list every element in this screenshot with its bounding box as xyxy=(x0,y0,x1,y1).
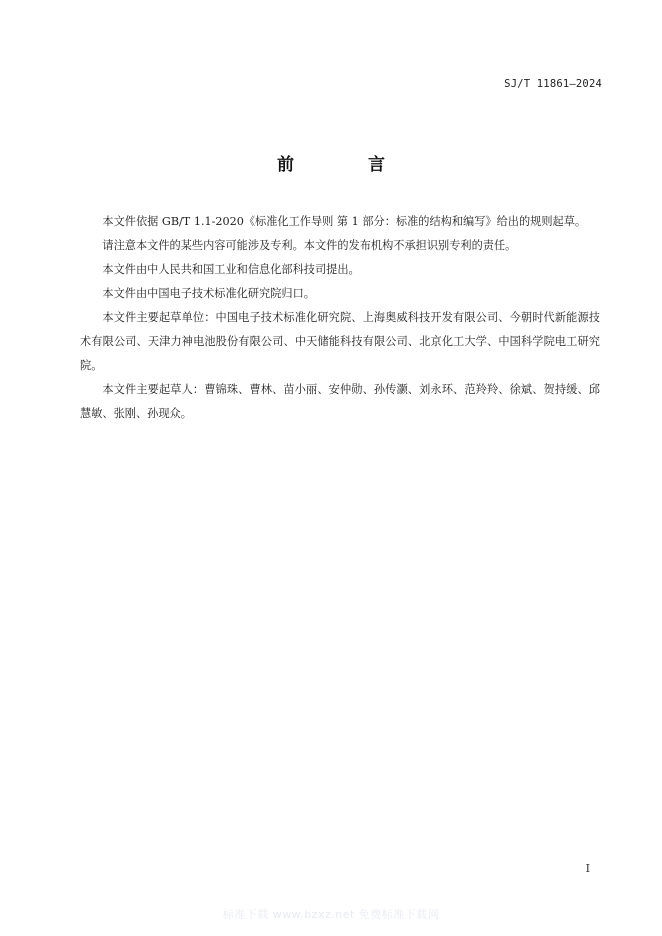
page-number: I xyxy=(585,862,590,875)
paragraph-drafting-organizations: 本文件主要起草单位：中国电子技术标准化研究院、上海奥威科技开发有限公司、今朝时代新能源技术有限公司、天津力神电池股份有限公司、中天储能科技有限公司、北京化工大学、中国科学院电工研究院。 xyxy=(80,311,600,372)
paragraph-centralized-by: 本文件由中国电子技术标准化研究院归口。 xyxy=(102,287,315,300)
paragraph-drafters: 本文件主要起草人：曹锦珠、曹林、苗小丽、安仲勋、孙传灏、刘永环、范羚羚、徐斌、贺持缓、邱慧敏、张刚、孙现众。 xyxy=(80,383,600,420)
watermark: 标准下载 www.bzxz.net 免费标准下载网 xyxy=(222,908,440,921)
paragraph-patent-notice: 请注意本文件的某些内容可能涉及专利。本文件的发布机构不承担识别专利的责任。 xyxy=(102,239,517,252)
foreword-body xyxy=(80,210,600,426)
paragraph-drafting-rules: 本文件依据 GB/T 1.1-2020《标准化工作导则 第 1 部分：标准的结构和编写》给出的规则起草。 xyxy=(102,215,587,228)
standard-code: SJ/T 11861—2024 xyxy=(504,78,602,90)
paragraph-proposed-by: 本文件由中人民共和国工业和信息化部科技司提出。 xyxy=(102,263,360,276)
page-title: 前 言 xyxy=(277,155,419,175)
